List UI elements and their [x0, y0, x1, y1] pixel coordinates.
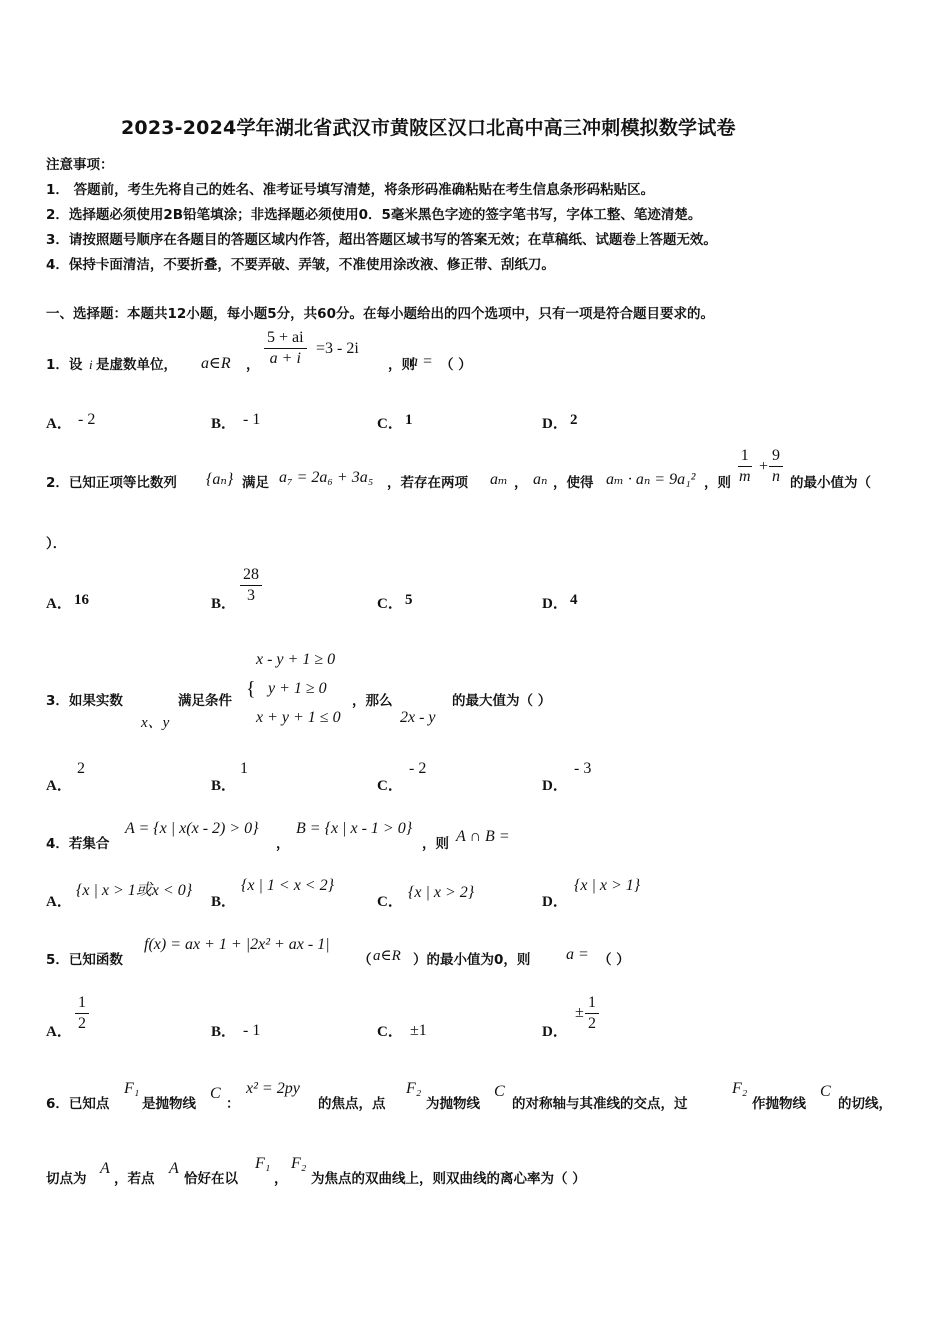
q2-text-4: ，则: [704, 475, 731, 491]
q3-expr: 2x - y: [400, 709, 436, 726]
q3-text-3: 的最大值为（ ）: [452, 693, 552, 709]
q6-f2-b: F₂: [732, 1080, 748, 1097]
q1-fraction: [264, 328, 307, 369]
q4-option-c-value: {x | x > 2}: [408, 884, 475, 901]
q2-am: aₘ: [490, 471, 508, 488]
q3-prefix: 3．如果实数: [46, 693, 123, 709]
q6-f1-b: F₁: [255, 1155, 271, 1172]
q2-option-b-den: 3: [247, 587, 255, 604]
q2-text-3: ，使得: [553, 475, 594, 491]
q4-prefix: 4．若集合: [46, 836, 110, 852]
q4-option-a-value: {x | x > 1或x < 0}: [76, 882, 193, 899]
notice-item-3: 3．请按照题号顺序在各题目的答题区域内作答，超出答题区域书写的答案无效；在草稿纸、试题卷上答题无效。: [46, 232, 717, 248]
q1-option-d-value: 2: [570, 412, 578, 428]
q5-option-c-label: C．: [377, 1024, 403, 1040]
q2-eq1: a₇ = 2a₆ + 3a₅: [279, 469, 374, 486]
q1-option-c-label: C．: [377, 416, 403, 432]
q6-text-10: ，: [274, 1171, 288, 1187]
q6-c3: C: [820, 1083, 831, 1100]
q3-option-c-label: C．: [377, 778, 403, 794]
q3-cond-2: y + 1 ≥ 0: [268, 680, 327, 697]
q6-text-5: 作抛物线: [752, 1096, 806, 1112]
q1-cond: a∈R: [201, 355, 231, 372]
section-heading: 一、选择题：本题共12小题，每小题5分，共60分。在每小题给出的四个选项中，只有一项是符合题目要求的。: [46, 306, 714, 322]
page-title: 2023-2024学年湖北省武汉市黄陂区汉口北高中高三冲刺模拟数学试卷: [121, 117, 736, 139]
q2-text-5: 的最小值为（: [790, 475, 871, 491]
q2-text-6: ）．: [46, 536, 67, 552]
q6-text-8: ，若点: [114, 1171, 155, 1187]
q5-paren-open: （: [358, 952, 372, 968]
q6-text-3: 为抛物线: [426, 1096, 480, 1112]
q2-frac-2-num: 9: [769, 446, 783, 467]
q2-option-b-fraction: [240, 565, 262, 606]
q2-option-a-label: A．: [46, 596, 72, 612]
q5-option-d-den: 2: [588, 1015, 596, 1032]
q5-prefix: 5．已知函数: [46, 952, 123, 968]
q6-colon: ：: [226, 1096, 240, 1112]
q4-set-a: A = {x | x(x - 2) > 0}: [125, 820, 259, 837]
q4-option-a-label: A．: [46, 894, 72, 910]
q1-frac-num: 5 + ai: [264, 328, 307, 349]
q1-i: i: [89, 357, 93, 372]
q5-option-b-value: - 1: [243, 1022, 261, 1039]
q2-text-1: 满足: [242, 475, 269, 491]
q2-eq2: aₘ · aₙ = 9a₁²: [606, 471, 696, 488]
q2-frac-2: [769, 446, 783, 487]
q6-text-4: 的对称轴与其准线的交点，过: [512, 1096, 688, 1112]
q6-f1: F₁: [124, 1080, 140, 1097]
q5-text: ）的最小值为0，则: [413, 952, 531, 968]
q5-option-d-label: D．: [542, 1024, 568, 1040]
q2-option-c-label: C．: [377, 596, 403, 612]
q5-option-d-num: 1: [585, 993, 599, 1014]
q5-option-b-label: B．: [211, 1024, 237, 1040]
q2-option-d-label: D．: [542, 596, 568, 612]
q4-sep: ，: [276, 836, 290, 852]
notice-item-1: 1． 答题前，考生先将自己的姓名、准考证号填写清楚，将条形码准确粘贴在考生信息条形码粘贴区。: [46, 182, 655, 198]
q2-seq: {aₙ}: [206, 471, 234, 488]
q1-option-b-value: - 1: [243, 411, 261, 428]
q2-sep: ，: [514, 475, 528, 491]
q3-option-b-value: 1: [240, 760, 248, 777]
q4-option-b-label: B．: [211, 894, 237, 910]
q3-option-d-label: D．: [542, 778, 568, 794]
q1-prefix: 1．设: [46, 357, 83, 373]
q1-option-d-label: D．: [542, 416, 568, 432]
q1-ask: a =: [410, 353, 433, 370]
q4-option-d-value: {x | x > 1}: [574, 877, 641, 894]
q1-text: 是虚数单位，: [96, 357, 177, 373]
q4-set-b: B = {x | x - 1 > 0}: [296, 820, 413, 837]
q6-c2: C: [494, 1083, 505, 1100]
notice-heading: 注意事项：: [46, 157, 114, 173]
q1-paren: （ ）: [440, 357, 472, 373]
q2-frac-1-den: m: [739, 468, 751, 485]
notice-item-4: 4．保持卡面清洁，不要折叠，不要弄破、弄皱，不准使用涂改液、修正带、刮纸刀。: [46, 257, 555, 273]
q4-option-c-label: C．: [377, 894, 403, 910]
q3-cond-1: x - y + 1 ≥ 0: [256, 651, 336, 668]
q6-eq: x² = 2py: [246, 1080, 300, 1097]
q1-then: ，则: [388, 357, 415, 373]
q3-option-b-label: B．: [211, 778, 237, 794]
q2-option-b-label: B．: [211, 596, 237, 612]
q2-frac-2-den: n: [772, 468, 780, 485]
q5-option-d-fraction: [585, 993, 599, 1034]
q4-option-b-value: {x | 1 < x < 2}: [241, 877, 334, 894]
q6-f2-c: F₂: [291, 1155, 307, 1172]
q5-option-a-num: 1: [75, 993, 89, 1014]
q2-prefix: 2．已知正项等比数列: [46, 475, 177, 491]
q1-comma: ，: [246, 357, 260, 373]
q1-option-a-label: A．: [46, 416, 72, 432]
q5-option-c-value: ±1: [410, 1022, 427, 1039]
q1-option-b-label: B．: [211, 416, 237, 432]
q3-cond-3: x + y + 1 ≤ 0: [256, 709, 341, 726]
q6-text-1: 是抛物线: [142, 1096, 196, 1112]
q3-option-a-label: A．: [46, 778, 72, 794]
q2-frac-1: [736, 446, 754, 487]
q3-option-a-value: 2: [77, 760, 85, 777]
q5-option-a-label: A．: [46, 1024, 72, 1040]
q5-paren: （ ）: [598, 952, 630, 968]
q3-option-d-value: - 3: [574, 760, 592, 777]
q4-ask: A ∩ B =: [456, 828, 510, 845]
q2-option-c-value: 5: [405, 592, 413, 608]
q6-text-7: 切点为: [46, 1171, 87, 1187]
q2-frac-1-num: 1: [738, 446, 752, 467]
q5-cond: a∈R: [373, 948, 401, 964]
q2-plus: +: [759, 458, 769, 475]
q2-an: aₙ: [533, 471, 548, 488]
q5-option-a-den: 2: [78, 1015, 86, 1032]
q5-option-a-fraction: [75, 993, 89, 1034]
q2-option-a-value: 16: [74, 592, 89, 608]
q3-option-c-value: - 2: [409, 760, 427, 777]
q5-option-d-prefix: ±: [575, 1004, 584, 1021]
q2-option-b-num: 28: [240, 565, 262, 586]
q5-func: f(x) = ax + 1 + |2x² + ax - 1|: [144, 936, 330, 953]
q6-c: C: [210, 1085, 221, 1102]
q6-a: A: [100, 1160, 110, 1177]
q4-option-d-label: D．: [542, 894, 568, 910]
q4-then: ，则: [422, 836, 449, 852]
q3-brace: {: [246, 678, 256, 700]
q6-text-2: 的焦点，点: [318, 1096, 386, 1112]
q5-ask: a =: [566, 946, 589, 963]
q6-text-11: 为焦点的双曲线上，则双曲线的离心率为（ ）: [311, 1171, 586, 1187]
q1-option-c-value: 1: [405, 412, 413, 428]
q1-option-a-value: - 2: [78, 411, 96, 428]
notice-item-2: 2．选择题必须使用2B铅笔填涂；非选择题必须使用0．5毫米黑色字迹的签字笔书写，字体工整、笔迹清楚。: [46, 207, 702, 223]
q6-text-9: 恰好在以: [184, 1171, 238, 1187]
q6-prefix: 6．已知点: [46, 1096, 110, 1112]
q6-f2: F₂: [406, 1080, 422, 1097]
q3-text-2: ，那么: [352, 693, 393, 709]
q6-a2: A: [169, 1160, 179, 1177]
q2-option-d-value: 4: [570, 592, 578, 608]
q6-text-6: 的切线，: [838, 1096, 892, 1112]
q1-frac-den: a + i: [269, 350, 301, 367]
q3-text-1: 满足条件: [178, 693, 232, 709]
q1-rhs: =3 - 2i: [316, 340, 359, 357]
q2-text-2: ，若存在两项: [387, 475, 468, 491]
q3-vars: x、y: [141, 715, 170, 731]
